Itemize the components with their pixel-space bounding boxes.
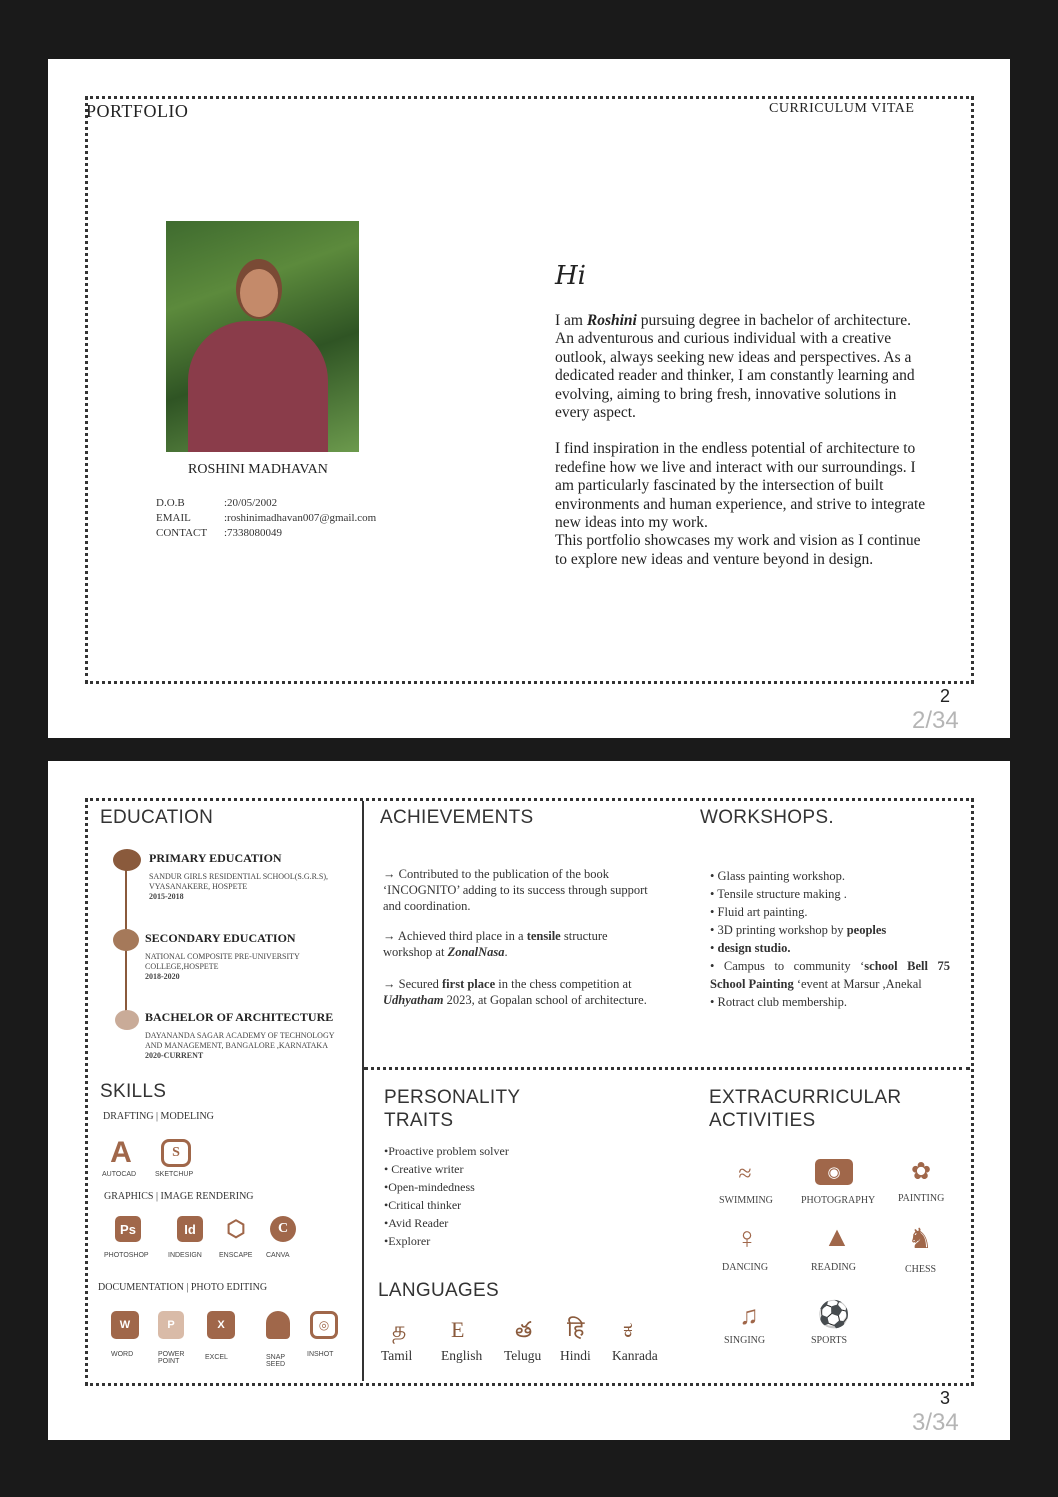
skill-label: EXCEL [205, 1354, 228, 1361]
activity-label: SWIMMING [719, 1195, 773, 1206]
bio-paragraph: An adventurous and curious individual with a creative outlook, always seeking new ideas and perspectives. As a dedicated reader and thinker, I am constantly learning and evolving, aiming to bring fresh, innovative solutions in every aspect. [555, 330, 915, 422]
trait-item: • Creative writer [384, 1162, 464, 1176]
autocad-icon: A [110, 1136, 132, 1169]
traits-list [384, 1142, 509, 1250]
dob-value: :20/05/2002 [224, 497, 278, 509]
education-item: SECONDARY EDUCATION NATIONAL COMPOSITE PRE-UNIVERSITY COLLEGE,HOSPETE 2018-2020 [145, 931, 300, 981]
personal-details [156, 496, 376, 541]
achievement-item: → Secured first place in the chess competition at Udhyatham 2023, at Gopalan school of architecture. [383, 977, 647, 1007]
page-counter: 3/34 [912, 1409, 959, 1436]
chess-icon: ♞ [907, 1224, 933, 1255]
activity-label: SINGING [724, 1335, 766, 1346]
activity-label: CHESS [905, 1264, 937, 1275]
cv-header: CURRICULUM VITAE [769, 101, 915, 116]
indesign-icon: Id [177, 1216, 203, 1242]
email-value: :roshinimadhavan007@gmail.com [224, 512, 377, 524]
enscape-icon: ⬡ [226, 1216, 246, 1241]
language-label: Tamil [381, 1348, 413, 1363]
trait-item: •Avid Reader [384, 1216, 449, 1230]
workshop-item: • Glass painting workshop. [710, 869, 845, 883]
bio-intro: I am Roshini pursuing degree in bachelor of architecture. [555, 312, 911, 329]
timeline-dot [113, 849, 141, 871]
telugu-glyph-icon: త [515, 1317, 533, 1342]
profile-photo [166, 221, 359, 452]
dob-label: D.O.B [156, 497, 185, 509]
workshop-item: • Campus to community ‘school Bell 75 School Painting ‘event at Marsur ,Anekal [710, 959, 950, 991]
workshops-list [710, 867, 950, 1011]
english-glyph-icon: E [451, 1317, 465, 1342]
page-number: 3 [940, 1388, 951, 1408]
skill-label: ENSCAPE [219, 1252, 253, 1259]
workshop-item: • Tensile structure making . [710, 887, 847, 901]
greeting: Hi [555, 261, 586, 291]
palette-icon: ✿ [910, 1158, 932, 1185]
achievements-list [383, 866, 653, 1008]
skill-label: INSHOT [307, 1351, 334, 1358]
extracurricular-title: EXTRACURRICULAR ACTIVITIES [709, 1087, 902, 1131]
page-number: 2 [940, 686, 951, 706]
row-divider [364, 1067, 970, 1070]
bio-paragraph: I find inspiration in the endless potential of architecture to redefine how we live and interact with our surroundings. I am particularly fascinated by the intersection of built environments and human experience, and strive to integrate new ideas into my work. [555, 440, 926, 532]
email-label: EMAIL [156, 512, 191, 524]
sports-icon: ⚽ [817, 1300, 851, 1329]
achievement-item: → Achieved third place in a tensile structure workshop at ZonalNasa. [383, 929, 608, 959]
hindi-glyph-icon: हि [567, 1316, 585, 1341]
contact-value: :7338080049 [224, 527, 283, 539]
snapseed-icon [266, 1311, 290, 1339]
page-2 [48, 59, 1010, 738]
languages-title: LANGUAGES [378, 1280, 499, 1301]
microphone-icon: ♫ [739, 1301, 759, 1330]
trait-item: •Critical thinker [384, 1198, 462, 1212]
trait-item: •Open-mindedness [384, 1180, 475, 1194]
activity-label: DANCING [722, 1262, 769, 1273]
skill-label: AUTOCAD [102, 1171, 137, 1178]
sketchup-icon: S [161, 1139, 191, 1167]
contact-label: CONTACT [156, 527, 208, 539]
skills-group-title: DRAFTING | MODELING [103, 1111, 214, 1122]
workshops-title: WORKSHOPS. [700, 807, 834, 828]
workshop-item: • design studio. [710, 941, 791, 955]
skills-group-title: GRAPHICS | IMAGE RENDERING [104, 1191, 254, 1202]
workshop-item: • Rotract club membership. [710, 995, 847, 1009]
activity-label: PAINTING [898, 1193, 945, 1204]
bio-paragraph: This portfolio showcases my work and vision as I continue to explore new ideas and venture beyond in design. [555, 532, 921, 568]
language-label: English [441, 1348, 483, 1363]
workshop-item: • 3D printing workshop by peoples [710, 923, 887, 937]
trait-item: •Proactive problem solver [384, 1144, 509, 1158]
powerpoint-icon: P [158, 1311, 184, 1339]
skill-label: INDESIGN [168, 1252, 202, 1259]
profile-name: ROSHINI MADHAVAN [188, 462, 328, 477]
activity-label: READING [811, 1262, 856, 1273]
column-divider [362, 801, 364, 1381]
workshop-item: • Fluid art painting. [710, 905, 808, 919]
skill-label: SKETCHUP [155, 1171, 194, 1178]
swimming-icon: ≈ [738, 1160, 752, 1187]
portfolio-header: PORTFOLIO [86, 101, 189, 121]
bio-text [555, 312, 933, 569]
skill-label: WORD [111, 1351, 134, 1358]
excel-icon: X [207, 1311, 235, 1339]
camera-icon: ◉ [815, 1159, 853, 1185]
tamil-glyph-icon: த [392, 1317, 407, 1342]
kannada-glyph-icon: ಕ [623, 1317, 633, 1342]
skills-title: SKILLS [100, 1081, 167, 1102]
education-item: BACHELOR OF ARCHITECTURE DAYANANDA SAGAR ACADEMY OF TECHNOLOGY AND MANAGEMENT, BANGALORE ,KARNATAKA 2020-CURRENT [145, 1010, 335, 1060]
personality-title: PERSONALITY TRAITS [384, 1087, 521, 1131]
activity-label: PHOTOGRAPHY [801, 1195, 876, 1206]
timeline-dot [113, 929, 139, 951]
canva-icon: C [270, 1216, 296, 1242]
book-icon: ▲ [823, 1222, 851, 1253]
skill-label: PHOTOSHOP [104, 1252, 149, 1259]
education-title: EDUCATION [100, 807, 214, 828]
activity-label: SPORTS [811, 1335, 848, 1346]
skill-label: SNAP SEED [266, 1354, 286, 1368]
skill-label: CANVA [266, 1252, 290, 1259]
skills-group-title: DOCUMENTATION | PHOTO EDITING [98, 1282, 268, 1293]
trait-item: •Explorer [384, 1234, 431, 1248]
page-3 [48, 761, 1010, 1440]
language-label: Telugu [504, 1348, 542, 1363]
inshot-icon: ◎ [310, 1311, 338, 1339]
achievements-title: ACHIEVEMENTS [380, 807, 534, 828]
language-label: Hindi [560, 1348, 591, 1363]
timeline-dot [115, 1010, 139, 1030]
language-label: Kanrada [612, 1348, 658, 1363]
word-icon: W [111, 1311, 139, 1339]
dancing-icon: ♀ [735, 1222, 759, 1255]
page-counter: 2/34 [912, 707, 959, 734]
achievement-item: → Contributed to the publication of the book ‘INCOGNITO’ adding to its success through support and coordination. [383, 867, 648, 913]
skill-label: POWER POINT [158, 1351, 185, 1365]
photoshop-icon: Ps [115, 1216, 141, 1242]
education-item: PRIMARY EDUCATION SANDUR GIRLS RESIDENTIAL SCHOOL(S.G.R.S), VYASANAKERE, HOSPETE 2015-2018 [149, 851, 329, 901]
